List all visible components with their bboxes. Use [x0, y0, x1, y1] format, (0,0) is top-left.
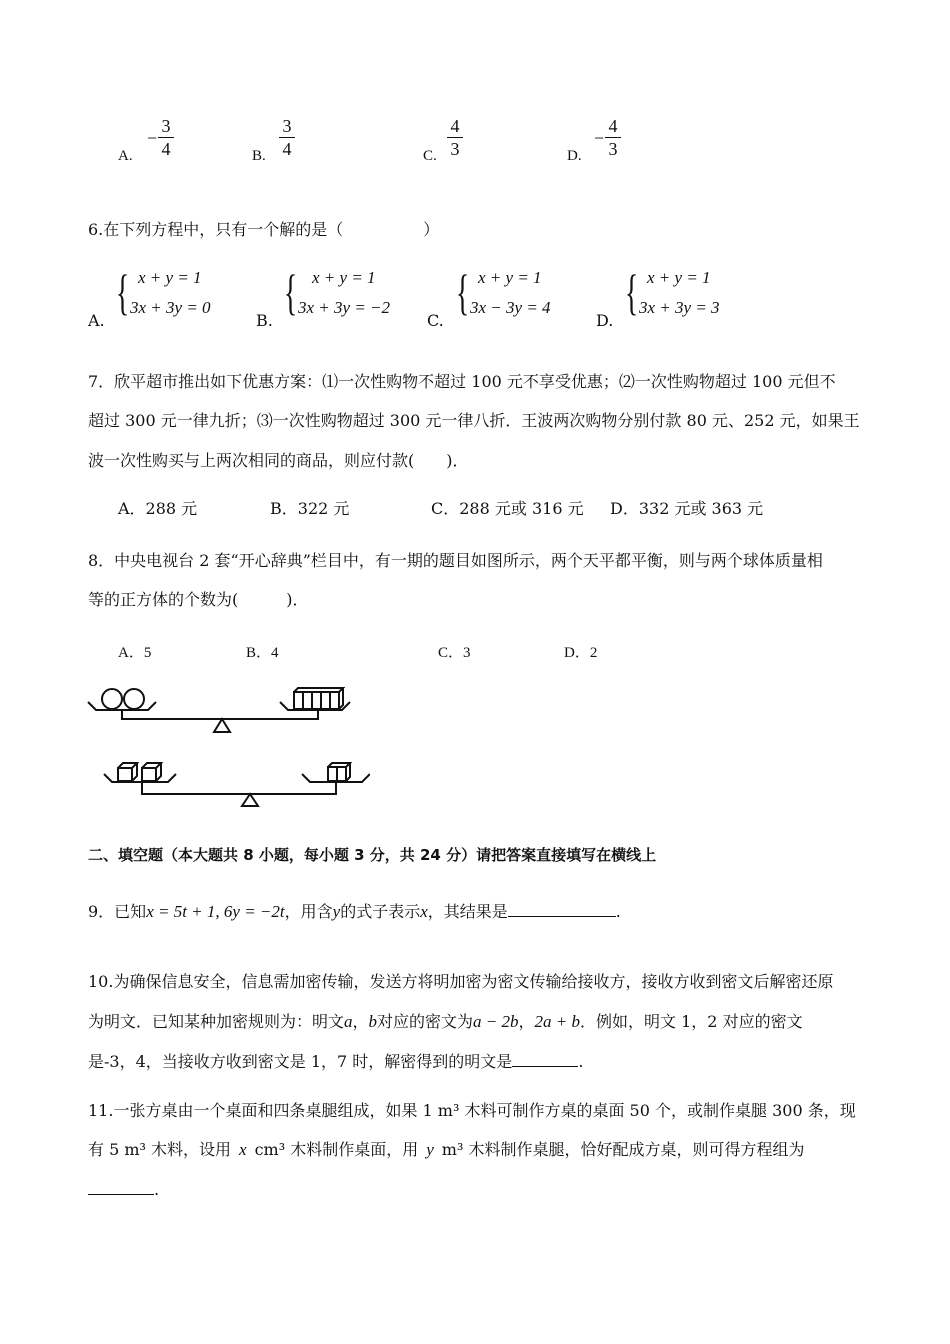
q6-option-a-system: { x + y = 1 3x + 3y = 0	[116, 264, 211, 320]
q8-option-a: A．5	[118, 645, 152, 661]
q9-line	[88, 900, 621, 922]
q9-suffix: ，其结果是	[427, 902, 508, 921]
q9-end: .	[615, 902, 621, 921]
numerator: 4	[450, 116, 460, 136]
q8-option-c: C．3	[438, 645, 471, 661]
denominator: 4	[282, 139, 292, 159]
q7-line-2: 超过 300 元一律九折；⑶一次性购物超过 300 元一律八折．王波两次购物分别付款 80 元、252 元，如果王	[88, 411, 860, 430]
denominator: 4	[161, 139, 171, 159]
q6-option-d-label: D.	[596, 311, 614, 330]
q6-option-a-label: A.	[88, 311, 105, 330]
equation-2: 3x − 3y = 4	[470, 298, 551, 317]
cube	[312, 692, 321, 709]
q10-expr-1: a − 2b	[473, 1012, 519, 1031]
q11-line-1: 11.一张方桌由一个桌面和四条桌腿组成，如果 1 m³ 木料可制作方桌的桌面 50 个，或制作桌腿 300 条，现	[88, 1101, 856, 1120]
cube	[321, 692, 330, 709]
q5-option-d-label: D.	[567, 148, 582, 164]
equation-1: x + y = 1	[312, 268, 376, 287]
balance-scale-bottom	[104, 763, 370, 806]
section-2-heading: 二、填空题（本大题共 8 小题，每小题 3 分，共 24 分）请把答案直接填写在横线上	[88, 846, 657, 864]
cube	[328, 767, 337, 781]
equation-2: 3x + 3y = 0	[130, 298, 211, 317]
q9-prefix: 9．已知	[88, 902, 147, 921]
cube	[303, 692, 312, 709]
balance-scale-top	[88, 688, 350, 732]
q10-line-2	[88, 1012, 803, 1032]
equation-1: x + y = 1	[647, 268, 711, 287]
q5-option-b-label: B.	[252, 148, 266, 164]
q5-option-b-fraction	[279, 116, 295, 159]
cube	[142, 768, 156, 781]
q7-line-1: 7．欣平超市推出如下优惠方案：⑴一次性购物不超过 100 元不享受优惠；⑵一次性购物超过 100 元但不	[88, 372, 836, 391]
equation-1: x + y = 1	[478, 268, 542, 287]
q11-var-x: x	[239, 1140, 247, 1159]
cube	[118, 768, 132, 781]
numerator: 3	[282, 116, 292, 136]
numerator: 3	[161, 116, 171, 136]
equation-2: 3x + 3y = 3	[639, 298, 720, 317]
q10-line-2-c: ．例如，明文 1，2 对应的密文	[580, 1012, 803, 1031]
q6-stem: 6.在下列方程中，只有一个解的是（ ）	[88, 220, 440, 239]
q6-option-b-system: { x + y = 1 3x + 3y = −2	[284, 264, 391, 320]
sphere	[102, 689, 122, 709]
q5-option-c-fraction	[447, 116, 463, 159]
balance-scales-figure	[80, 680, 370, 810]
cube	[337, 767, 346, 781]
q11-line-2-c: m³ 木料制作桌腿，恰好配成方桌，则可得方程组为	[441, 1140, 805, 1159]
equation-2: 3x + 3y = −2	[298, 298, 391, 317]
q10-line-2-a: 为明文．已知某种加密规则为：明文	[88, 1012, 345, 1031]
q11-line-3	[88, 1178, 159, 1200]
q11-line-2-a: 有 5 m³ 木料，设用	[88, 1140, 232, 1159]
q11-line-2-b: cm³ 木料制作桌面，用	[254, 1140, 419, 1159]
q11-end: .	[154, 1180, 160, 1199]
q10-line-1: 10.为确保信息安全，信息需加密传输，发送方将明加密为密文传输给接收方，接收方收到密文后解密还原	[88, 972, 834, 991]
q11-var-y: y	[426, 1140, 434, 1159]
cube	[294, 692, 303, 709]
numerator: 4	[608, 116, 618, 136]
q7-option-a: A．288 元	[118, 499, 198, 518]
q6-option-b-label: B.	[256, 311, 273, 330]
q8-option-b: B．4	[246, 645, 279, 661]
q8-line-1: 8．中央电视台 2 套“开心辞典”栏目中，有一期的题目如图所示，两个天平都平衡，则与两个球体质量相	[88, 551, 823, 570]
q5-option-a-label: A.	[118, 148, 133, 164]
sphere	[124, 689, 144, 709]
cube	[330, 692, 339, 709]
denominator: 3	[608, 139, 618, 159]
q11-line-2	[88, 1140, 804, 1160]
equation-1: x + y = 1	[138, 268, 202, 287]
q6-option-c-system: { x + y = 1 3x − 3y = 4	[456, 264, 551, 320]
q10-line-3	[88, 1050, 583, 1072]
q9-formula: x = 5t + 1, 6y = −2t	[146, 902, 285, 921]
q10-var-a: a	[344, 1012, 353, 1031]
q10-line-3-text: 是-3，4，当接收方收到密文是 1，7 时，解密得到的明文是	[88, 1052, 513, 1071]
q10-expr-2: 2a + b	[534, 1012, 581, 1031]
q9-answer-blank[interactable]	[508, 900, 616, 917]
q9-mid-1: ，用含	[284, 902, 333, 921]
q10-end: .	[578, 1052, 584, 1071]
q9-var-y: y	[332, 902, 341, 921]
q5-option-d-sign: −	[594, 128, 605, 148]
q5-option-c-label: C.	[423, 148, 437, 164]
q5-option-d-fraction	[605, 116, 621, 159]
q6-option-d-system: { x + y = 1 3x + 3y = 3	[625, 264, 720, 320]
q10-sep-2: ，	[518, 1012, 535, 1031]
q11-answer-blank[interactable]	[88, 1178, 154, 1195]
q10-answer-blank[interactable]	[512, 1050, 578, 1067]
q8-line-2: 等的正方体的个数为( )．	[88, 590, 309, 609]
q9-mid-2: 的式子表示	[340, 902, 421, 921]
q6-option-c-label: C.	[427, 311, 444, 330]
q7-line-3: 波一次性购买与上两次相同的商品，则应付款( )．	[88, 451, 469, 470]
q10-var-b: b	[368, 1012, 378, 1031]
q8-option-d: D．2	[564, 645, 598, 661]
q7-option-c: C．288 元或 316 元	[431, 499, 584, 518]
denominator: 3	[450, 139, 460, 159]
q9-var-x: x	[420, 902, 428, 921]
q10-sep-1: ，	[352, 1012, 369, 1031]
q5-option-a-fraction	[158, 116, 174, 159]
q5-option-a-sign: −	[147, 128, 158, 148]
q10-line-2-b: 对应的密文为	[377, 1012, 474, 1031]
q7-option-d: D．332 元或 363 元	[610, 499, 764, 518]
q7-option-b: B．322 元	[270, 499, 350, 518]
